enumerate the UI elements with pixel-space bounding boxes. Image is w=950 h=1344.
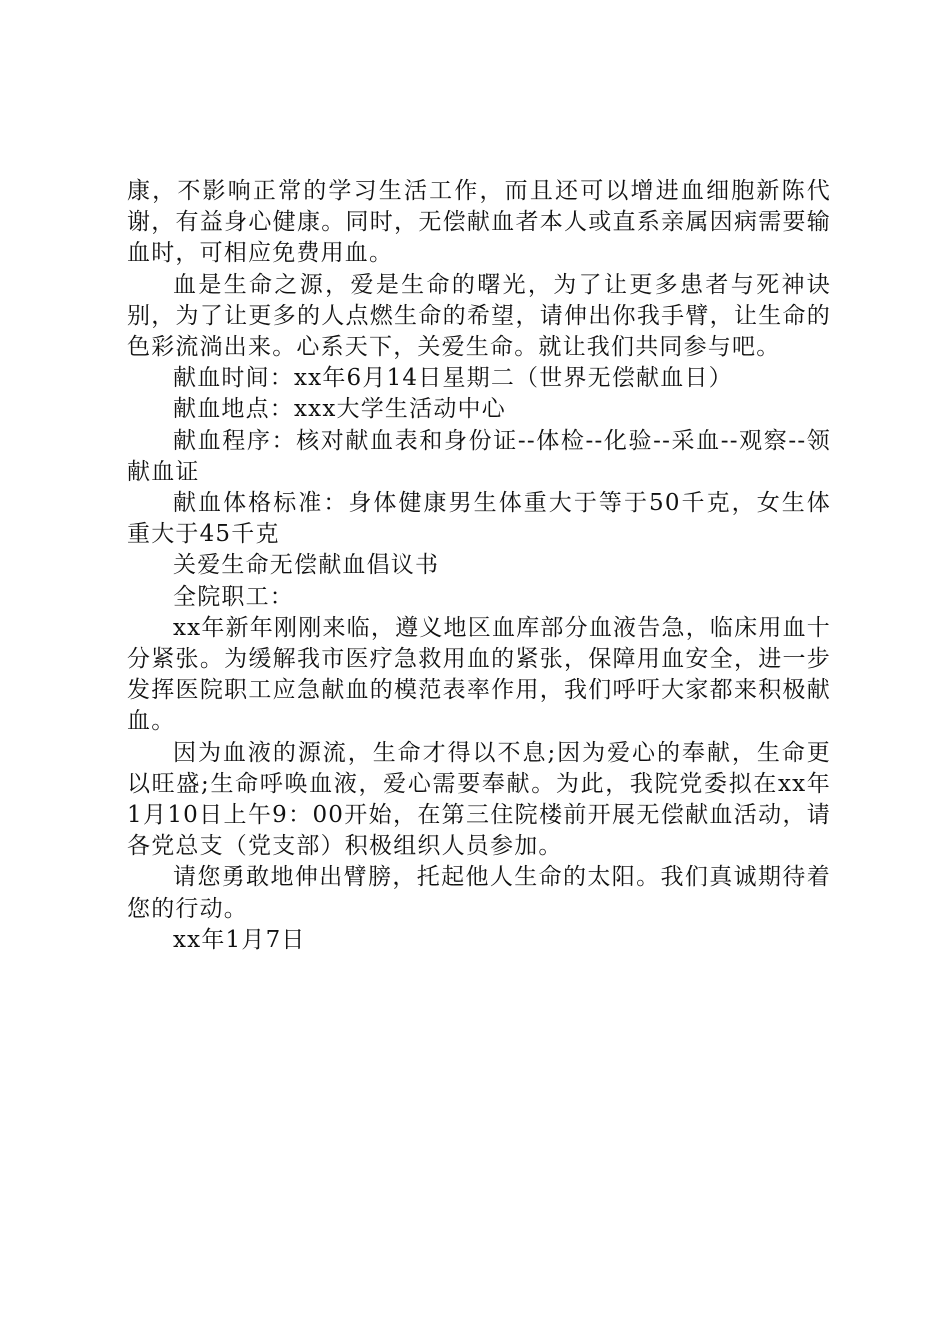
paragraph-donation-location: 献血地点：xxx大学生活动中心: [173, 396, 506, 423]
paragraph-situation: xx年新年刚刚来临，遵义地区血库部分血液告急，临床用血十分紧张。为缓解我市医疗急救用血的紧张，保障用血安全，进一步发挥医院职工应急献血的模范表率作用，我们呼吁大家都来积极献血。: [127, 614, 831, 735]
paragraph-donation-procedure: 献血程序：核对献血表和身份证--体检--化验--采血--观察--领献血证: [127, 427, 831, 485]
paragraph-donation-standard: 献血体格标准：身体健康男生体重大于等于50千克，女生体重大于45千克: [127, 490, 831, 548]
salutation: 全院职工：: [173, 583, 294, 610]
paragraph-activity: 因为血液的源流，生命才得以不息;因为爱心的奉献，生命更以旺盛;生命呼唤血液，爱心需要奉献。为此，我院党委拟在xx年1月10日上午9：00开始，在第三住院楼前开展无偿献血活动，请各党总支（党支部）积极组织人员参加。: [127, 739, 831, 860]
paragraph-appeal: 血是生命之源，爱是生命的曙光，为了让更多患者与死神诀别，为了让更多的人点燃生命的希望，请伸出你我手臂，让生命的色彩流淌出来。心系天下，关爱生命。就让我们共同参与吧。: [127, 271, 831, 361]
paragraph-closing: 请您勇敢地伸出臂膀，托起他人生命的太阳。我们真诚期待着您的行动。: [127, 864, 831, 922]
document-date: xx年1月7日: [173, 926, 306, 953]
paragraph-donation-time: 献血时间：xx年6月14日星期二（世界无偿献血日）: [173, 365, 733, 392]
section-title: 关爱生命无偿献血倡议书: [173, 552, 440, 579]
paragraph-continuation: 康，不影响正常的学习生活工作，而且还可以增进血细胞新陈代谢，有益身心健康。同时，无偿献血者本人或直系亲属因病需要输血时，可相应免费用血。: [127, 178, 831, 267]
document-body: [127, 176, 831, 956]
